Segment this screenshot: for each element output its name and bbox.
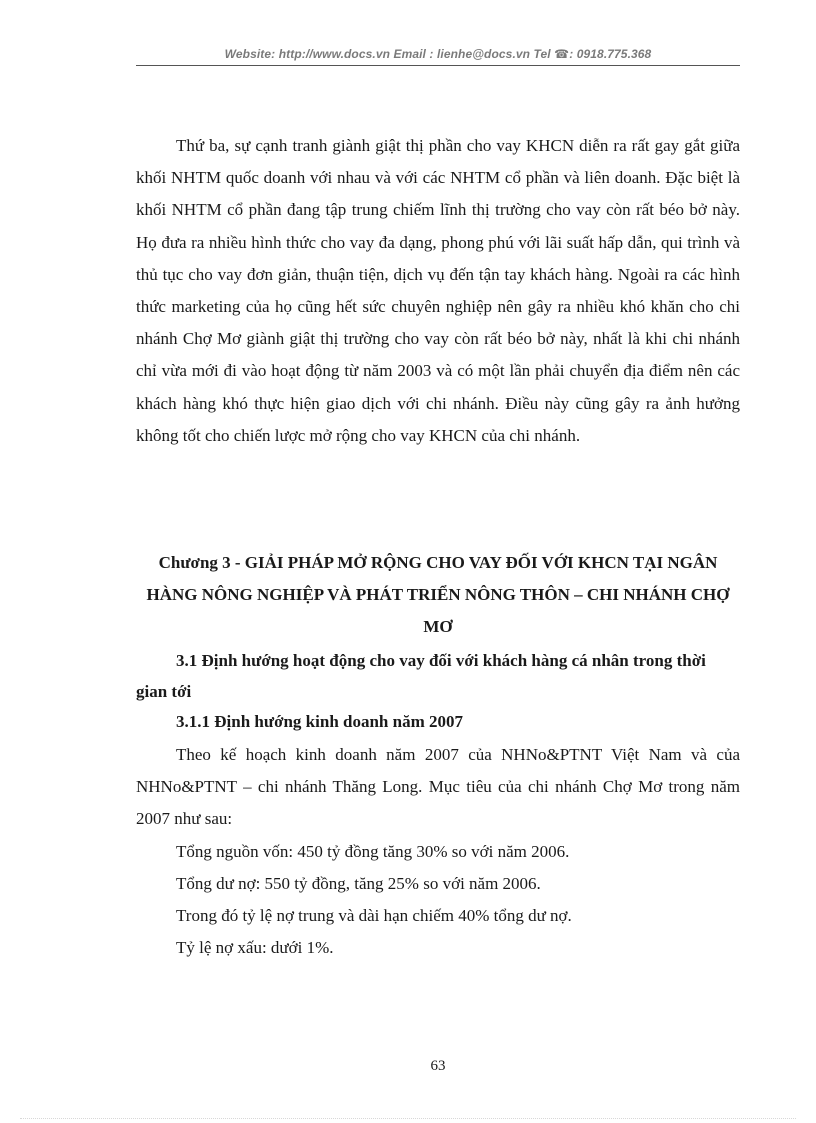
chapter-title: Chương 3 - GIẢI PHÁP MỞ RỘNG CHO VAY ĐỐI VỚI KHCN TẠI NGÂN HÀNG NÔNG NGHIỆP VÀ PHÁT TRIỂN NÔNG THÔN – CHI NHÁNH CHỢ MƠ — [146, 553, 730, 636]
target-line-bad-debt: Tỷ lệ nợ xấu: dưới 1%. — [176, 938, 334, 957]
target-line-capital: Tổng nguồn vốn: 450 tỷ đồng tăng 30% so với năm 2006. — [176, 842, 570, 861]
section-heading-3-1: 3.1 Định hướng hoạt động cho vay đối với khách hàng cá nhân trong thời gian tới — [136, 651, 706, 701]
intro-paragraph: Theo kế hoạch kinh doanh năm 2007 của NHNo&PTNT Việt Nam và của NHNo&PTNT – chi nhánh Thăng Long. Mục tiêu của chi nhánh Chợ Mơ trong năm 2007 như sau: — [136, 745, 740, 828]
body-paragraph: Thứ ba, sự cạnh tranh giành giật thị phần cho vay KHCN diễn ra rất gay gắt giữa khối NHTM quốc doanh với nhau và với các NHTM cổ phần và liên doanh. Đặc biệt là khối NHTM cổ phần đang tập trung chiếm lĩnh thị trường cho vay còn rất béo bở này. Họ đưa ra nhiều hình thức cho vay đa dạng, phong phú với lãi suất hấp dẫn, qui trình và thủ tục cho vay đơn giản, thuận tiện, dịch vụ đến tận tay khách hàng. Ngoài ra các hình thức marketing của họ cũng hết sức chuyên nghiệp nên gây ra nhiều khó khăn cho chi nhánh Chợ Mơ giành giật thị trường cho vay còn rất béo bở này, nhất là khi chi nhánh chỉ vừa mới đi vào hoạt động từ năm 2003 và có một lần phải chuyển địa điểm nên các khách hàng khó thực hiện giao dịch với chi nhánh. Điều này cũng gây ra ảnh hưởng không tốt cho chiến lược mở rộng cho vay KHCN của chi nhánh. — [136, 136, 740, 445]
target-line-medium-long-term: Trong đó tỷ lệ nợ trung và dài hạn chiếm 40% tổng dư nợ. — [176, 906, 572, 925]
page-number: 63 — [430, 1058, 446, 1074]
page-header: Website: http://www.docs.vn Email : lienhe@docs.vn Tel ☎: 0918.775.368 — [224, 47, 652, 61]
page-bottom-edge — [20, 1118, 796, 1119]
header-divider — [136, 65, 740, 66]
target-line-outstanding-loans: Tổng dư nợ: 550 tỷ đồng, tăng 25% so với năm 2006. — [176, 874, 541, 893]
section-heading-3-1-1: 3.1.1 Định hướng kinh doanh năm 2007 — [176, 712, 463, 731]
